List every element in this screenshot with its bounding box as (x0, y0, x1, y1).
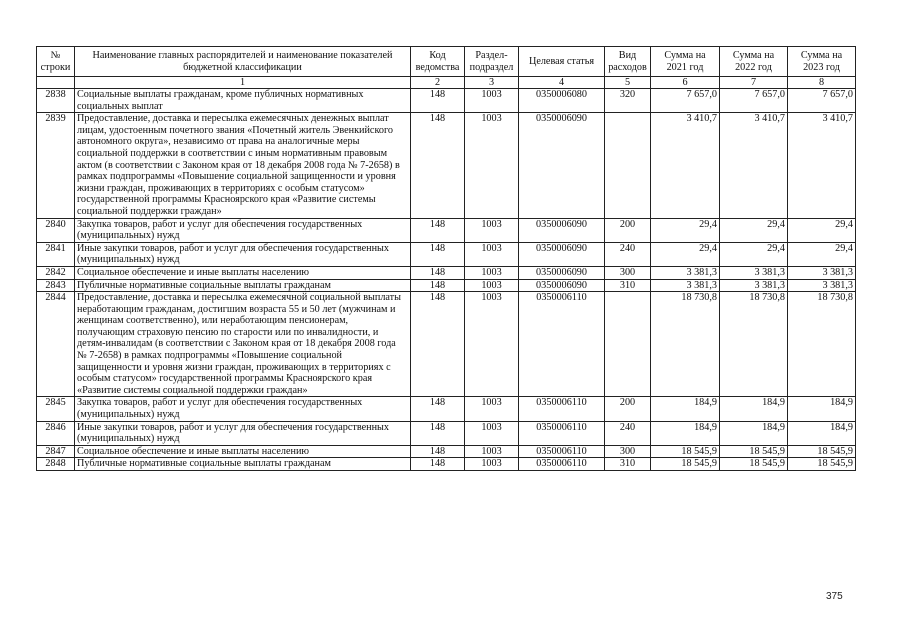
sum-2023: 3 381,3 (788, 266, 856, 279)
expense-type: 310 (605, 279, 651, 292)
dept-code: 148 (411, 445, 465, 458)
dept-code: 148 (411, 397, 465, 421)
budget-table (36, 46, 856, 471)
table-row (37, 292, 856, 397)
target-article: 0350006090 (519, 279, 605, 292)
target-article: 0350006110 (519, 397, 605, 421)
dept-code: 148 (411, 458, 465, 471)
sum-2021: 3 381,3 (651, 279, 720, 292)
sum-2022: 18 730,8 (720, 292, 788, 397)
row-name: Предоставление, доставка и пересылка ежемесячных денежных выплат лицам, удостоенным почетного звания «Почетный житель Эвенкийского автономного округа», независимо от права на аналогичные меры социальной поддержки в соответствии с иным нормативным правовым актом (в соответствии с Законом края от 18 декабря 2008 года № 7-2658) в рамках подпрограммы «Повышение социальной защищенности и уровня жизни граждан, проживающих в территориях с особым статусом» государственной программы Красноярского края «Развитие системы социальной поддержки граждан» (75, 113, 411, 218)
target-article: 0350006090 (519, 218, 605, 242)
sum-2021: 18 730,8 (651, 292, 720, 397)
sum-2021: 3 381,3 (651, 266, 720, 279)
sum-2023: 3 381,3 (788, 279, 856, 292)
target-article: 0350006090 (519, 242, 605, 266)
dept-code: 148 (411, 89, 465, 113)
sum-2023: 184,9 (788, 397, 856, 421)
expense-type (605, 292, 651, 397)
sum-2021: 3 410,7 (651, 113, 720, 218)
row-number: 2839 (37, 113, 75, 218)
expense-type (605, 113, 651, 218)
expense-type: 310 (605, 458, 651, 471)
sum-2022: 184,9 (720, 397, 788, 421)
header-name: Наименование главных распорядителей и наименование показателей бюджетной классификации (75, 47, 411, 77)
target-article: 0350006080 (519, 89, 605, 113)
column-number: 8 (788, 77, 856, 89)
sum-2022: 7 657,0 (720, 89, 788, 113)
table-row (37, 218, 856, 242)
header-section: Раздел-подраздел (465, 47, 519, 77)
target-article: 0350006090 (519, 113, 605, 218)
section-code: 1003 (465, 242, 519, 266)
row-number: 2846 (37, 421, 75, 445)
expense-type: 240 (605, 242, 651, 266)
table-row (37, 266, 856, 279)
header-sum-2023: Сумма на 2023 год (788, 47, 856, 77)
sum-2022: 184,9 (720, 421, 788, 445)
table-row (37, 397, 856, 421)
row-name: Социальное обеспечение и иные выплаты населению (75, 445, 411, 458)
row-name: Иные закупки товаров, работ и услуг для обеспечения государственных (муниципальных) нужд (75, 242, 411, 266)
row-name: Иные закупки товаров, работ и услуг для обеспечения государственных (муниципальных) нужд (75, 421, 411, 445)
sum-2021: 184,9 (651, 421, 720, 445)
table-header-row (37, 47, 856, 77)
column-number: 4 (519, 77, 605, 89)
sum-2022: 3 381,3 (720, 266, 788, 279)
column-number: 1 (75, 77, 411, 89)
sum-2023: 29,4 (788, 242, 856, 266)
dept-code: 148 (411, 218, 465, 242)
sum-2021: 18 545,9 (651, 445, 720, 458)
column-number-row (37, 77, 856, 89)
section-code: 1003 (465, 113, 519, 218)
row-name: Закупка товаров, работ и услуг для обеспечения государственных (муниципальных) нужд (75, 218, 411, 242)
row-number: 2840 (37, 218, 75, 242)
target-article: 0350006110 (519, 292, 605, 397)
dept-code: 148 (411, 421, 465, 445)
section-code: 1003 (465, 445, 519, 458)
dept-code: 148 (411, 242, 465, 266)
header-row-number: № строки (37, 47, 75, 77)
target-article: 0350006110 (519, 421, 605, 445)
row-name: Предоставление, доставка и пересылка ежемесячной социальной выплаты неработающим гражданам, достигшим возраста 55 и 50 лет (мужчинам и женщинам соответственно), или неработающим пенсионерам, получающим страховую пенсию по старости или по инвалидности, и детям-инвалидам (в соответствии с Законом края от 18 декабря 2008 года № 7-2658) в рамках подпрограммы «Повышение социальной защищенности и уровня жизни граждан, проживающих в территориях с особым статусом» государственной программы Красноярского края «Развитие системы социальной поддержки граждан» (75, 292, 411, 397)
column-number: 2 (411, 77, 465, 89)
sum-2021: 29,4 (651, 218, 720, 242)
table-row (37, 445, 856, 458)
row-number: 2843 (37, 279, 75, 292)
row-number: 2848 (37, 458, 75, 471)
section-code: 1003 (465, 292, 519, 397)
sum-2023: 18 545,9 (788, 458, 856, 471)
sum-2021: 29,4 (651, 242, 720, 266)
header-dept-code: Код ведомства (411, 47, 465, 77)
sum-2023: 18 545,9 (788, 445, 856, 458)
column-number: 6 (651, 77, 720, 89)
table-row (37, 421, 856, 445)
sum-2023: 29,4 (788, 218, 856, 242)
column-number (37, 77, 75, 89)
section-code: 1003 (465, 266, 519, 279)
expense-type: 320 (605, 89, 651, 113)
dept-code: 148 (411, 292, 465, 397)
row-name: Социальное обеспечение и иные выплаты населению (75, 266, 411, 279)
column-number: 7 (720, 77, 788, 89)
row-number: 2845 (37, 397, 75, 421)
dept-code: 148 (411, 266, 465, 279)
sum-2021: 7 657,0 (651, 89, 720, 113)
sum-2023: 7 657,0 (788, 89, 856, 113)
target-article: 0350006110 (519, 458, 605, 471)
sum-2021: 184,9 (651, 397, 720, 421)
expense-type: 300 (605, 445, 651, 458)
section-code: 1003 (465, 421, 519, 445)
target-article: 0350006110 (519, 445, 605, 458)
section-code: 1003 (465, 218, 519, 242)
row-number: 2841 (37, 242, 75, 266)
section-code: 1003 (465, 458, 519, 471)
expense-type: 240 (605, 421, 651, 445)
sum-2023: 18 730,8 (788, 292, 856, 397)
row-name: Публичные нормативные социальные выплаты гражданам (75, 279, 411, 292)
row-number: 2847 (37, 445, 75, 458)
sum-2022: 3 381,3 (720, 279, 788, 292)
target-article: 0350006090 (519, 266, 605, 279)
dept-code: 148 (411, 279, 465, 292)
row-number: 2842 (37, 266, 75, 279)
section-code: 1003 (465, 397, 519, 421)
expense-type: 200 (605, 397, 651, 421)
header-target-article: Целевая статья (519, 47, 605, 77)
header-expense-type: Вид расходов (605, 47, 651, 77)
sum-2022: 29,4 (720, 218, 788, 242)
table-row (37, 242, 856, 266)
section-code: 1003 (465, 89, 519, 113)
header-sum-2021: Сумма на 2021 год (651, 47, 720, 77)
sum-2022: 3 410,7 (720, 113, 788, 218)
header-sum-2022: Сумма на 2022 год (720, 47, 788, 77)
sum-2022: 29,4 (720, 242, 788, 266)
row-name: Закупка товаров, работ и услуг для обеспечения государственных (муниципальных) нужд (75, 397, 411, 421)
table-row (37, 89, 856, 113)
row-number: 2844 (37, 292, 75, 397)
expense-type: 300 (605, 266, 651, 279)
sum-2022: 18 545,9 (720, 445, 788, 458)
table-row (37, 113, 856, 218)
row-name: Социальные выплаты гражданам, кроме публичных нормативных социальных выплат (75, 89, 411, 113)
sum-2023: 184,9 (788, 421, 856, 445)
sum-2022: 18 545,9 (720, 458, 788, 471)
dept-code: 148 (411, 113, 465, 218)
row-name: Публичные нормативные социальные выплаты гражданам (75, 458, 411, 471)
page-number: 375 (826, 591, 843, 602)
sum-2021: 18 545,9 (651, 458, 720, 471)
expense-type: 200 (605, 218, 651, 242)
table-row (37, 458, 856, 471)
sum-2023: 3 410,7 (788, 113, 856, 218)
table-row (37, 279, 856, 292)
column-number: 3 (465, 77, 519, 89)
row-number: 2838 (37, 89, 75, 113)
section-code: 1003 (465, 279, 519, 292)
column-number: 5 (605, 77, 651, 89)
